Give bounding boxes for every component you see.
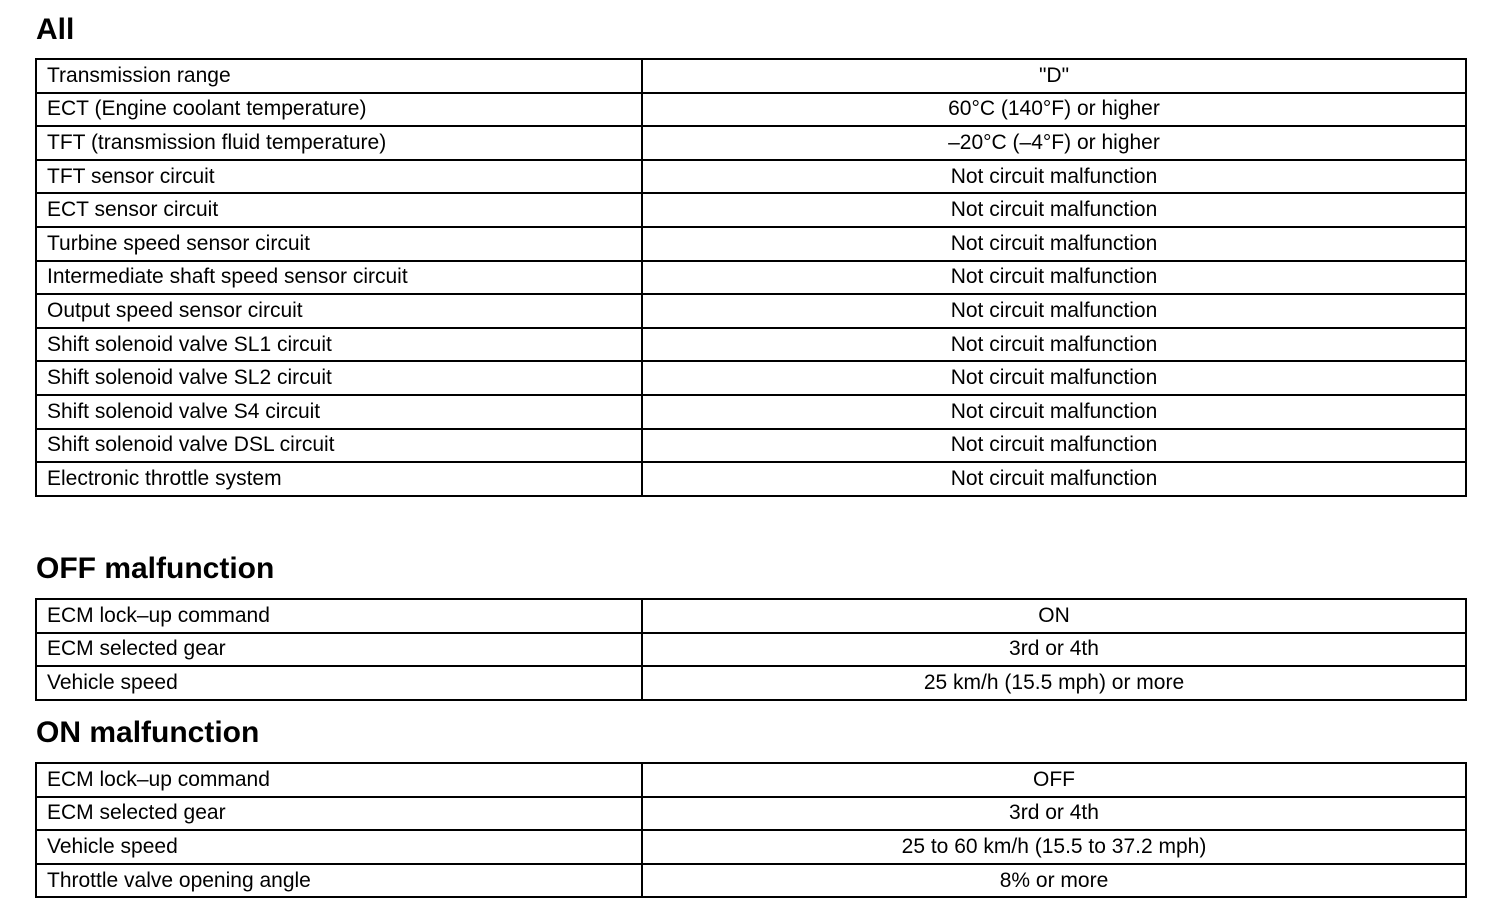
all-conditions-table (35, 58, 1467, 497)
condition-value: Not circuit malfunction (642, 193, 1466, 227)
table-row (36, 830, 1466, 864)
table-row (36, 599, 1466, 633)
condition-value: Not circuit malfunction (642, 227, 1466, 261)
condition-value: Not circuit malfunction (642, 160, 1466, 194)
condition-label: Transmission range (36, 59, 642, 93)
table-row (36, 59, 1466, 93)
condition-label: Electronic throttle system (36, 462, 642, 496)
condition-label: Shift solenoid valve S4 circuit (36, 395, 642, 429)
condition-label: Vehicle speed (36, 666, 642, 700)
table-row (36, 93, 1466, 127)
table-row (36, 261, 1466, 295)
table-row (36, 633, 1466, 667)
condition-label: Shift solenoid valve SL2 circuit (36, 361, 642, 395)
condition-label: Vehicle speed (36, 830, 642, 864)
condition-value: 25 km/h (15.5 mph) or more (642, 666, 1466, 700)
table-row (36, 227, 1466, 261)
condition-value: 25 to 60 km/h (15.5 to 37.2 mph) (642, 830, 1466, 864)
on-malfunction-table (35, 762, 1467, 898)
condition-label: Shift solenoid valve SL1 circuit (36, 328, 642, 362)
table-row (36, 395, 1466, 429)
condition-value: Not circuit malfunction (642, 361, 1466, 395)
condition-value: OFF (642, 763, 1466, 797)
table-row (36, 666, 1466, 700)
table-row (36, 361, 1466, 395)
condition-value: Not circuit malfunction (642, 395, 1466, 429)
condition-label: Intermediate shaft speed sensor circuit (36, 261, 642, 295)
condition-label: TFT sensor circuit (36, 160, 642, 194)
table-row (36, 797, 1466, 831)
condition-label: TFT (transmission fluid temperature) (36, 126, 642, 160)
table-row (36, 328, 1466, 362)
table-row (36, 126, 1466, 160)
condition-label: ECM selected gear (36, 633, 642, 667)
condition-value: Not circuit malfunction (642, 328, 1466, 362)
table-row (36, 160, 1466, 194)
table-row (36, 294, 1466, 328)
condition-label: ECT sensor circuit (36, 193, 642, 227)
condition-value: –20°C (–4°F) or higher (642, 126, 1466, 160)
condition-label: Turbine speed sensor circuit (36, 227, 642, 261)
condition-value: 3rd or 4th (642, 797, 1466, 831)
condition-value: 60°C (140°F) or higher (642, 93, 1466, 127)
condition-value: Not circuit malfunction (642, 261, 1466, 295)
condition-label: Shift solenoid valve DSL circuit (36, 429, 642, 463)
section-title-off-malfunction: OFF malfunction (36, 552, 275, 585)
table-row (36, 429, 1466, 463)
table-row (36, 763, 1466, 797)
section-title-all: All (36, 13, 75, 46)
section-title-on-malfunction: ON malfunction (36, 716, 260, 749)
condition-label: ECM lock–up command (36, 599, 642, 633)
condition-value: 3rd or 4th (642, 633, 1466, 667)
table-row (36, 864, 1466, 898)
off-malfunction-table (35, 598, 1467, 701)
condition-label: ECT (Engine coolant temperature) (36, 93, 642, 127)
condition-value: Not circuit malfunction (642, 294, 1466, 328)
condition-value: 8% or more (642, 864, 1466, 898)
table-row (36, 462, 1466, 496)
condition-value: ON (642, 599, 1466, 633)
condition-label: ECM selected gear (36, 797, 642, 831)
condition-value: Not circuit malfunction (642, 429, 1466, 463)
condition-label: Output speed sensor circuit (36, 294, 642, 328)
table-row (36, 193, 1466, 227)
condition-label: ECM lock–up command (36, 763, 642, 797)
condition-label: Throttle valve opening angle (36, 864, 642, 898)
condition-value: "D" (642, 59, 1466, 93)
condition-value: Not circuit malfunction (642, 462, 1466, 496)
